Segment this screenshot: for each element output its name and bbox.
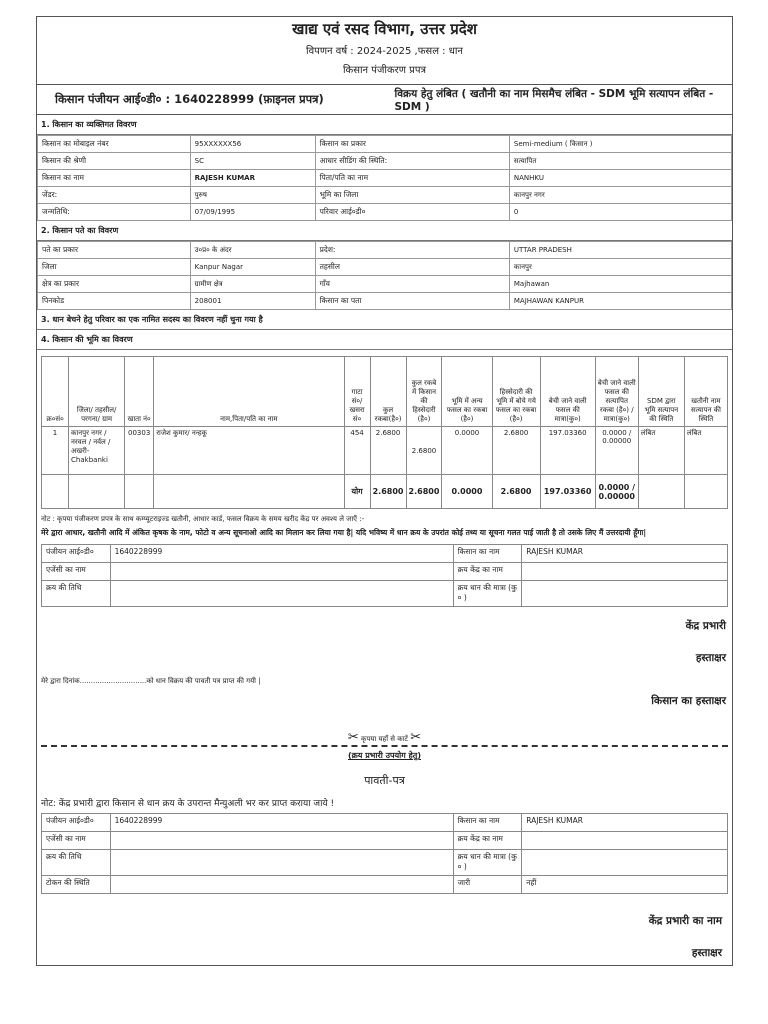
- table-row: [42, 581, 728, 607]
- table-row: [42, 563, 728, 581]
- field-value: SC: [190, 153, 315, 170]
- field-value: कानपुर: [509, 259, 731, 276]
- field-label: प्रदेश:: [315, 242, 509, 259]
- column-header: बेची जाने वाली फसल की सत्यापित रकबा (है०) / मात्रा(कु०): [595, 357, 638, 427]
- field-value: Semi-medium ( किसान ): [509, 136, 731, 153]
- table-row: [38, 293, 732, 310]
- column-header: बेची जाने वाली फसल की मात्रा(कु०): [540, 357, 595, 427]
- table-row: [38, 136, 732, 153]
- table-row: [38, 204, 732, 221]
- purchase-slip-table: [41, 544, 728, 607]
- column-header: भूमि में अन्य फसल का रकबा (है०): [442, 357, 492, 427]
- table-row: [38, 170, 732, 187]
- field-label: क्रय धान की मात्रा (कु ० ): [453, 850, 522, 876]
- table-row: [42, 427, 728, 475]
- field-label: भूमि का जिला: [315, 187, 509, 204]
- field-label: टोकन की स्थिति: [42, 876, 111, 894]
- field-value: [522, 581, 728, 607]
- section-personal-title: 1. किसान का व्यक्तिगत विवरण: [37, 115, 732, 135]
- field-label: गाँव: [315, 276, 509, 293]
- cell-location: कानपुर नगर / नरवल / नर्वल / अखरी- Chakbanki: [69, 427, 125, 475]
- field-value: RAJESH KUMAR: [190, 170, 315, 187]
- receipt-acknowledgement: मेरे द्वारा दिनांक..............................को धान विक्रय की पावती पत्र प्राप्त की गयी |: [41, 677, 261, 685]
- field-label: एजेंसी का नाम: [42, 563, 111, 581]
- receipt-note: नोट: केंद्र प्रभारी द्वारा किसान से धान क्रय के उपरान्त मैन्युअली भर कर प्राप्त कराया जाये !: [41, 799, 335, 809]
- year-crop-line: विपणन वर्ष : 2024-2025 ,फसल : धान: [306, 46, 463, 57]
- table-header-row: [42, 357, 728, 427]
- field-label: जारी: [453, 876, 522, 894]
- empty-cell: [42, 475, 69, 509]
- receipt-signature-label: हस्ताक्षर: [691, 947, 722, 959]
- section-address-title: 2. किसान पते का विवरण: [37, 221, 732, 241]
- total-area: 2.6800: [370, 475, 406, 509]
- cell-sown: 2.6800: [492, 427, 540, 475]
- field-label: पिता/पति का नाम: [315, 170, 509, 187]
- table-total-row: [42, 475, 728, 509]
- field-label: किसान का पता: [315, 293, 509, 310]
- cut-here-text: कृपया यहाँ से काटें: [361, 735, 408, 743]
- scissors-icon: ✂: [347, 730, 359, 745]
- cut-here-label-row: [37, 730, 732, 745]
- table-row: [38, 242, 732, 259]
- total-sown: 2.6800: [492, 475, 540, 509]
- field-value: सत्यापित: [509, 153, 731, 170]
- field-label: तहसील: [315, 259, 509, 276]
- field-value: [522, 850, 728, 876]
- field-value: कानपुर नगर: [509, 187, 731, 204]
- field-value: [110, 832, 453, 850]
- cell-gata: 454: [344, 427, 370, 475]
- column-header: कुल रकबे में किसान की हिस्सेदारी (है०): [406, 357, 442, 427]
- field-label: किसान का नाम: [38, 170, 191, 187]
- field-value: पुरुष: [190, 187, 315, 204]
- registration-id: किसान पंजीयन आई०डी० : 1640228999 (फ़ाइनल प्रपत्र): [55, 92, 324, 106]
- cell-sn: 1: [42, 427, 69, 475]
- field-value: [110, 850, 453, 876]
- field-value: MAJHAWAN KANPUR: [509, 293, 731, 310]
- receipt-title: पावती-पत्र: [364, 774, 405, 787]
- form-header: [37, 19, 732, 76]
- field-value: नहीं: [522, 876, 728, 894]
- column-header: SDM द्वारा भूमि सत्यापन की स्थिति: [638, 357, 684, 427]
- field-value: 95XXXXXX56: [190, 136, 315, 153]
- field-value: NANHKU: [509, 170, 731, 187]
- field-value: [110, 581, 453, 607]
- empty-cell: [154, 475, 344, 509]
- table-row: [38, 276, 732, 293]
- field-label: किसान का प्रकार: [315, 136, 509, 153]
- field-value: 07/09/1995: [190, 204, 315, 221]
- receipt-table: [41, 813, 728, 894]
- table-row: [42, 545, 728, 563]
- field-value: [522, 563, 728, 581]
- cell-verified: 0.0000 / 0.00000: [595, 427, 638, 475]
- cell-khata: 00303: [125, 427, 154, 475]
- land-details-table: [41, 356, 728, 509]
- field-value: [110, 876, 453, 894]
- personal-details-table: [37, 135, 732, 221]
- total-label: योग: [344, 475, 370, 509]
- table-row: [38, 153, 732, 170]
- documents-note: नोट : कृपया पंजीकरण प्रपत्र के साथ कम्प्यूटराइज्ड खतौनी, आधार कार्ड, फसल विक्रय के समय खरीद केंद्र पर अवश्य ले जाएँ :-: [41, 515, 365, 523]
- sale-status: विक्रय हेतु लंबित ( खतौनी का नाम मिसमैच लंबित - SDM भूमि सत्यापन लंबित - SDM ): [394, 87, 714, 113]
- total-share: 2.6800: [406, 475, 442, 509]
- scissors-icon: ✂: [410, 730, 422, 745]
- empty-cell: [684, 475, 727, 509]
- field-label: क्रय धान की मात्रा (कु ० ): [453, 581, 522, 607]
- declaration-note: मेरे द्वारा आधार, खतौनी आदि में अंकित कृषक के नाम, फोटो व अन्य सूचनाओ आदि का मिलान कर लिया गया है| यदि भविष्य में धान क्रय के उपरांत कोई तथ्य या सूचना गलत पाई जाती है तो उसके लिए मैं उत्तरदायी हूँगा|: [41, 528, 647, 537]
- field-label: क्रय की तिथि: [42, 850, 111, 876]
- field-label: आधार सीडिंग की स्थिति:: [315, 153, 509, 170]
- cell-share: 2.6800: [406, 427, 442, 475]
- field-label: क्रय केंद्र का नाम: [453, 832, 522, 850]
- field-value: RAJESH KUMAR: [522, 814, 728, 832]
- column-header: कुल रकबा(है०): [370, 357, 406, 427]
- field-value: [522, 832, 728, 850]
- field-value: RAJESH KUMAR: [522, 545, 728, 563]
- total-other-crop: 0.0000: [442, 475, 492, 509]
- column-header: खाता नं०: [125, 357, 154, 427]
- field-label: परिवार आई०डी०: [315, 204, 509, 221]
- field-label: पते का प्रकार: [38, 242, 191, 259]
- signature-label: हस्ताक्षर: [695, 652, 726, 664]
- field-label: एजेंसी का नाम: [42, 832, 111, 850]
- empty-cell: [125, 475, 154, 509]
- field-value: UTTAR PRADESH: [509, 242, 731, 259]
- field-label: किसान का मोबाइल नंबर: [38, 136, 191, 153]
- field-value: Kanpur Nagar: [190, 259, 315, 276]
- farmer-signature-label: किसान का हस्ताक्षर: [651, 695, 726, 707]
- registration-form: [36, 16, 733, 966]
- field-label: क्रय की तिथि: [42, 581, 111, 607]
- total-quantity: 197.03360: [540, 475, 595, 509]
- field-label: जेंडर:: [38, 187, 191, 204]
- department-title: खाद्य एवं रसद विभाग, उत्तर प्रदेश: [292, 20, 477, 38]
- column-header: गाटा सं०/ खसरा सं०: [344, 357, 370, 427]
- table-row: [42, 876, 728, 894]
- field-value: [110, 563, 453, 581]
- field-label: पंजीयन आई०डी०: [42, 545, 111, 563]
- field-value: 1640228999: [110, 814, 453, 832]
- field-label: किसान की श्रेणी: [38, 153, 191, 170]
- field-label: पंजीयन आई०डी०: [42, 814, 111, 832]
- incharge-name-label: केंद्र प्रभारी का नाम: [648, 915, 722, 927]
- field-value: Majhawan: [509, 276, 731, 293]
- cut-line: [41, 745, 728, 747]
- cell-sdm-status: लंबित: [638, 427, 684, 475]
- center-incharge-label: केंद्र प्रभारी: [685, 620, 726, 632]
- section-land-title: 4. किसान की भूमि का विवरण: [37, 330, 732, 350]
- field-label: पिनकोड: [38, 293, 191, 310]
- field-label: जन्मतिथि:: [38, 204, 191, 221]
- registration-row: [37, 85, 732, 115]
- cell-khatauni-status: लंबित: [684, 427, 727, 475]
- cell-total-area: 2.6800: [370, 427, 406, 475]
- empty-cell: [69, 475, 125, 509]
- field-value: उ०प्र० के अंदर: [190, 242, 315, 259]
- column-header: हिस्सेदारी की भूमि में बोये गये फसल का रकबा (है०): [492, 357, 540, 427]
- column-header: नाम,पिता/पति का नाम: [154, 357, 344, 427]
- section-family-title: 3. धान बेचने हेतु परिवार का एक नामित सदस्य का विवरण नहीं चुना गया है: [37, 310, 732, 330]
- field-value: ग्रामीण क्षेत्र: [190, 276, 315, 293]
- field-value: 208001: [190, 293, 315, 310]
- field-label: किसान का नाम: [453, 814, 522, 832]
- table-row: [38, 187, 732, 204]
- address-details-table: [37, 241, 732, 310]
- table-row: [42, 814, 728, 832]
- field-value: 0: [509, 204, 731, 221]
- column-header: खतौनी नाम सत्यापन की स्थिति: [684, 357, 727, 427]
- form-name: किसान पंजीकरण प्रपत्र: [342, 65, 427, 76]
- column-header: जिला/ तहसील/ परगना/ ग्राम: [69, 357, 125, 427]
- column-header: क्र०सं०: [42, 357, 69, 427]
- table-row: [38, 259, 732, 276]
- field-label: जिला: [38, 259, 191, 276]
- cell-other-crop: 0.0000: [442, 427, 492, 475]
- total-verified: 0.0000 / 0.00000: [595, 475, 638, 509]
- cell-name: राजेश कुमार/ नन्हकू: [154, 427, 344, 475]
- field-label: क्षेत्र का प्रकार: [38, 276, 191, 293]
- field-label: किसान का नाम: [453, 545, 522, 563]
- empty-cell: [638, 475, 684, 509]
- table-row: [42, 832, 728, 850]
- field-label: क्रय केंद्र का नाम: [453, 563, 522, 581]
- table-row: [42, 850, 728, 876]
- purchase-use-label: (क्रय प्रभारी उपयोग हेतु): [348, 751, 421, 760]
- field-value: 1640228999: [110, 545, 453, 563]
- cell-quantity: 197.03360: [540, 427, 595, 475]
